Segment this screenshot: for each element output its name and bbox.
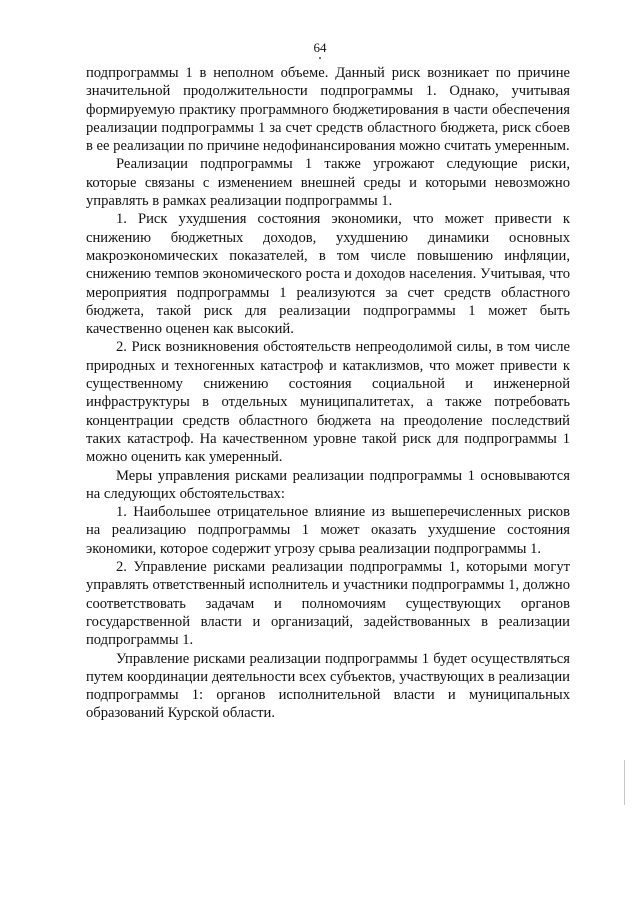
paragraph-management-point-2: 2. Управление рисками реализации подпрограммы 1, которыми могут управлять ответственный исполнитель и участники подпрограммы 1, должно соответствовать задачам и полномочиям существующих органов государственной власти и организаций, задействованных в реализации подпрограммы 1. bbox=[86, 559, 570, 649]
paragraph-risk-economy: 1. Риск ухудшения состояния экономики, что может привести к снижению бюджетных доходов, ухудшению динамики основных макроэкономических показателей, в том числе повышению инфляции, снижению темпов экономического роста и доходов населения. Учитывая, что мероприятия подпрограммы 1 реализуются за счет средств областного бюджета, такой риск для реализации подпрограммы 1 может быть качественно оценен как высокий. bbox=[86, 211, 570, 338]
scan-dot bbox=[319, 57, 321, 59]
paragraph-continuation: подпрограммы 1 в неполном объеме. Данный риск возникает по причине значительной продолжительности подпрограммы 1. Однако, учитывая формируемую практику программного бюджетирования в части обеспечения реализации подпрограммы 1 за счет средств областного бюджета, риск сбоев в ее реализации по причине недофинансирования можно считать умеренным. bbox=[86, 65, 570, 155]
paragraph-coordination: Управление рисками реализации подпрограммы 1 будет осуществляться путем координации деятельности всех субъектов, участвующих в реализации подпрограммы 1: органов исполнительной власти и муниципальных образований Курской области. bbox=[86, 650, 570, 722]
paragraph-external-risks: Реализации подпрограммы 1 также угрожают следующие риски, которые связаны с изменением внешней среды и которыми невозможно управлять в рамках реализации подпрограммы 1. bbox=[86, 156, 570, 210]
paragraph-risk-management-intro: Меры управления рисками реализации подпрограммы 1 основываются на следующих обстоятельствах: bbox=[86, 467, 570, 502]
page-number: 64 bbox=[313, 40, 327, 55]
paragraph-management-point-1: 1. Наибольшее отрицательное влияние из вышеперечисленных рисков на реализацию подпрограммы 1 может оказать ухудшение состояния экономики, которое содержит угрозу срыва реализации подпрограммы 1. bbox=[86, 504, 570, 557]
scan-edge-mark bbox=[624, 760, 625, 805]
document-body bbox=[86, 64, 570, 723]
paragraph-risk-force-majeure: 2. Риск возникновения обстоятельств непреодолимой силы, в том числе природных и техногенных катастроф и катаклизмов, что может привести к существенному снижению состояния социальной и инженерной инфраструктуры в отдельных муниципалитетах, а также потребовать концентрации средств областного бюджета на преодоление последствий таких катастроф. На качественном уровне такой риск для подпрограммы 1 можно оценить как умеренный. bbox=[86, 339, 570, 466]
